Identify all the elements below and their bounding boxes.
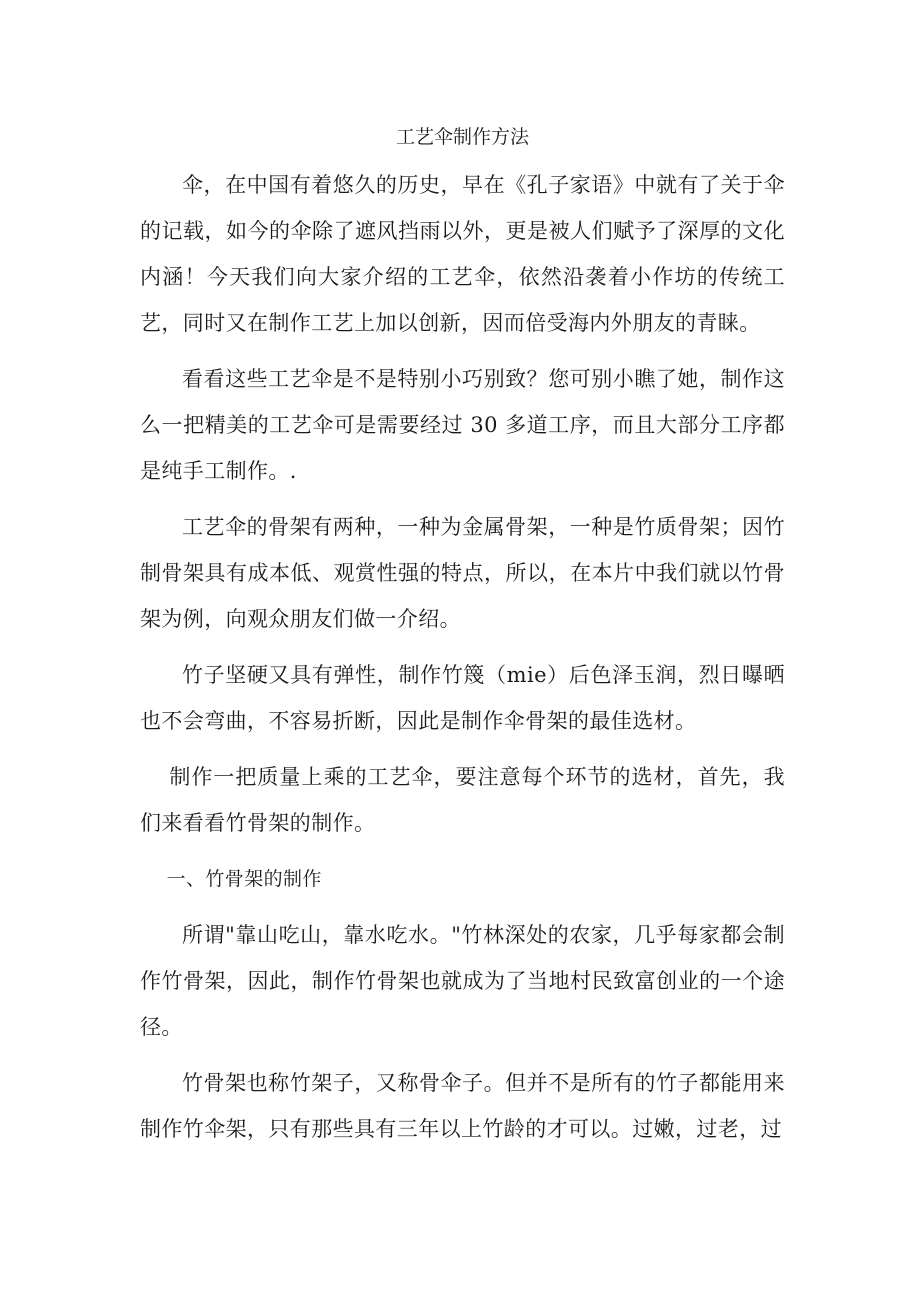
paragraph-history: 伞，在中国有着悠久的历史，早在《孔子家语》中就有了关于伞的记载，如今的伞除了遮风挡雨以外，更是被人们赋予了深厚的文化内涵！今天我们向大家介绍的工艺伞，依然沿袭着小作坊的传统工艺，同时又在制作工艺上加以创新，因而倍受海内外朋友的青睐。 [140, 173, 785, 335]
paragraph-village: 所谓"靠山吃山，靠水吃水。"竹林深处的农家，几乎每家都会制作竹骨架，因此，制作竹骨架也就成为了当地村民致富创业的一个途径。 [140, 923, 785, 1039]
paragraph-bamboo: 竹子坚硬又具有弹性，制作竹篾（mie）后色泽玉润，烈日曝晒也不会弯曲，不容易折断，因此是制作伞骨架的最佳选材。 [140, 663, 785, 733]
paragraph-intro-steps: 制作一把质量上乘的工艺伞，要注意每个环节的选材，首先，我们来看看竹骨架的制作。 [140, 765, 785, 835]
document-title: 工艺伞制作方法 [395, 126, 529, 148]
section-heading: 一、竹骨架的制作 [166, 868, 322, 890]
paragraph-frame-age: 竹骨架也称竹架子，又称骨伞子。但并不是所有的竹子都能用来制作竹伞架，只有那些具有三年以上竹龄的才可以。过嫩，过老，过 [140, 1071, 785, 1141]
paragraph-craft: 看看这些工艺伞是不是特别小巧别致？您可别小瞧了她，制作这么一把精美的工艺伞可是需要经过 30 多道工序，而且大部分工序都是纯手工制作。. [140, 367, 785, 483]
document-page [140, 118, 785, 1162]
paragraph-frame-types: 工艺伞的骨架有两种，一种为金属骨架，一种是竹质骨架；因竹制骨架具有成本低、观赏性强的特点，所以，在本片中我们就以竹骨架为例，向观众朋友们做一介绍。 [140, 515, 785, 631]
